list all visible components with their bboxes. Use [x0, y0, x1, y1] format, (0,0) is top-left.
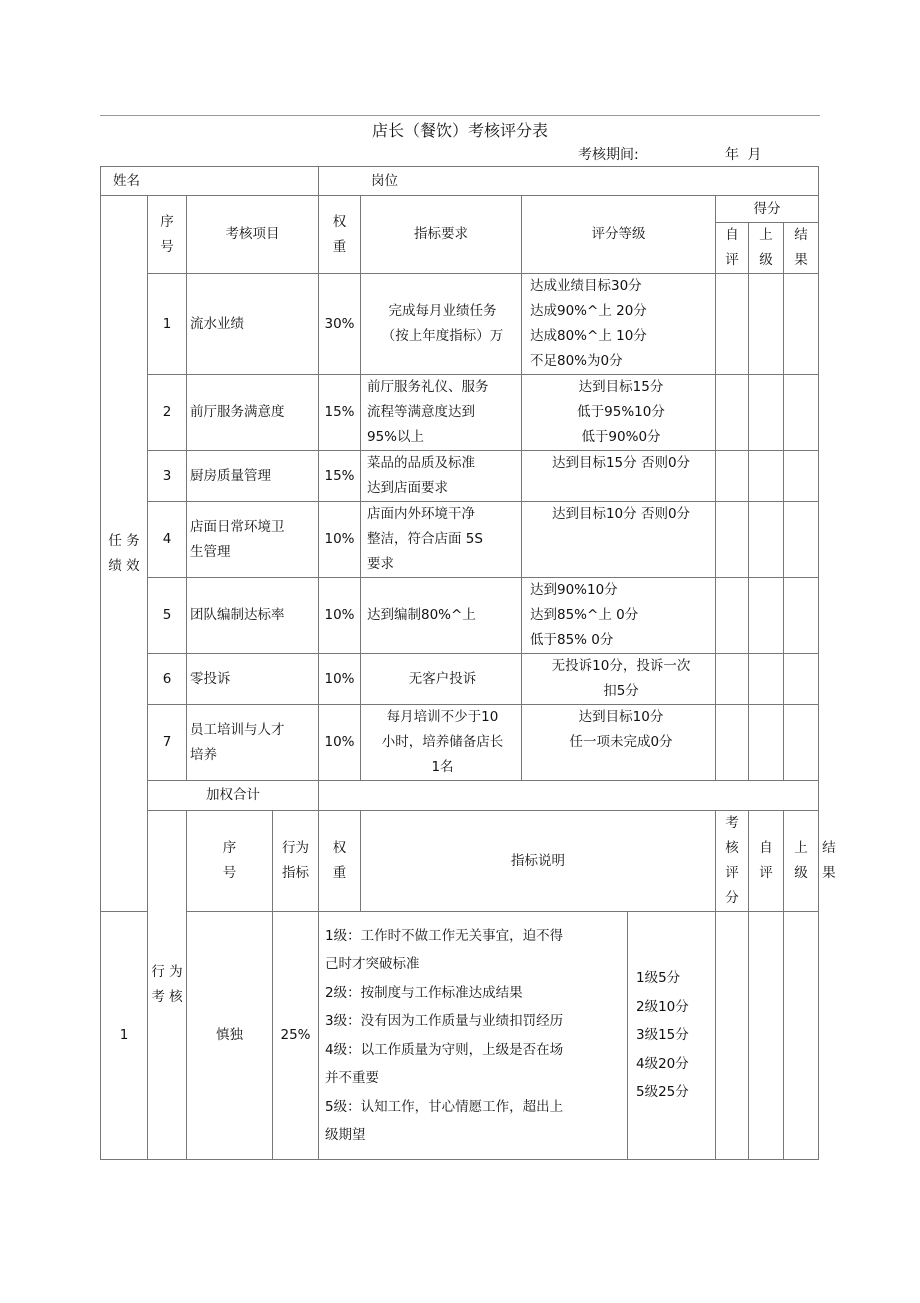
text-line: 4级20分 — [636, 1055, 689, 1072]
text-line: 果 — [794, 252, 808, 268]
text-line: 权 — [332, 840, 347, 856]
row-item — [187, 274, 319, 375]
header-result — [784, 223, 819, 274]
text-line: 重 — [332, 238, 347, 255]
text-line: 达成80%^上 10分 — [530, 328, 647, 344]
self-score-cell[interactable] — [716, 274, 749, 375]
year-month: 年 月 — [725, 147, 762, 163]
text-line: 考 核 — [151, 989, 183, 1005]
text-line: 培养 — [190, 746, 217, 763]
table-row — [101, 654, 819, 705]
text-line: 序 — [160, 213, 174, 230]
self-score-cell[interactable] — [716, 705, 749, 781]
top-rule — [100, 115, 820, 116]
row-description — [319, 912, 628, 1160]
superior-score-cell[interactable] — [749, 375, 784, 451]
header-no — [148, 196, 187, 274]
row-weight: 15% — [319, 375, 361, 451]
text-line: 上 — [794, 840, 808, 856]
behavior-header-description: 指标说明 — [361, 811, 716, 912]
result-cell[interactable] — [784, 912, 819, 1160]
text-line: 达到目标10分 否则0分 — [551, 506, 691, 522]
header-weight — [319, 196, 361, 274]
self-score-cell[interactable] — [716, 502, 749, 578]
row-grade — [522, 654, 716, 705]
row-no: 5 — [148, 578, 187, 654]
text-line: 达到目标15分 否则0分 — [551, 455, 691, 471]
row-requirement — [361, 705, 522, 781]
text-line: 权 — [332, 213, 347, 230]
text-line: 扣5分 — [603, 683, 639, 699]
table-row — [101, 912, 819, 1160]
result-cell[interactable] — [784, 451, 819, 502]
result-cell[interactable] — [784, 274, 819, 375]
row-no: 1 — [101, 912, 148, 1160]
text-line: 前厅服务礼仪、服务 — [367, 379, 489, 395]
row-weight: 10% — [319, 578, 361, 654]
header-self — [716, 223, 749, 274]
behavior-header-grade: 考核评分 — [716, 811, 749, 912]
row-no: 6 — [148, 654, 187, 705]
row-item — [187, 375, 319, 451]
text-line: （按上年度指标）万 — [381, 328, 504, 344]
result-cell[interactable] — [784, 654, 819, 705]
text-line: 团队编制达标率 — [190, 607, 285, 623]
row-behavior: 慎独 — [187, 912, 273, 1160]
text-line: 流水业绩 — [190, 315, 244, 332]
text-line: 5级25分 — [636, 1084, 689, 1101]
row-grade — [522, 451, 716, 502]
behavior-header-weight — [319, 811, 361, 912]
superior-score-cell[interactable] — [749, 578, 784, 654]
text-line: 并不重要 — [325, 1070, 379, 1086]
row-no: 2 — [148, 375, 187, 451]
result-cell[interactable] — [784, 705, 819, 781]
row-grade — [522, 375, 716, 451]
table-row — [101, 451, 819, 502]
superior-score-cell[interactable] — [749, 502, 784, 578]
text-line: 每月培训不少于10 — [386, 709, 499, 725]
text-line: 2级：按制度与工作标准达成结果 — [325, 984, 523, 1001]
text-line: 绩 效 — [108, 557, 140, 574]
text-line: 上 — [759, 227, 773, 243]
page-title: 店长（餐饮）考核评分表 — [371, 121, 548, 140]
text-line: 整洁，符合店面 5S — [367, 531, 483, 547]
text-line: 生管理 — [190, 543, 231, 560]
text-line: 级 — [759, 252, 773, 268]
row-item — [187, 451, 319, 502]
row-weight: 10% — [319, 654, 361, 705]
row-requirement — [361, 274, 522, 375]
row-item — [187, 654, 319, 705]
text-line: 达到目标15分 — [578, 379, 664, 395]
behavior-header-item: 行为指标 — [273, 811, 319, 912]
header-superior — [749, 223, 784, 274]
text-line: 5级：认知工作，甘心情愿工作，超出上 — [325, 1098, 564, 1115]
row-requirement — [361, 654, 522, 705]
text-line: 自 — [759, 840, 773, 856]
text-line: 达到编制80%^上 — [367, 607, 476, 623]
row-requirement — [361, 375, 522, 451]
text-line: 己时才突破标准 — [325, 956, 420, 972]
text-line: 低于95%10分 — [577, 404, 665, 420]
weighted-total-value[interactable] — [319, 781, 819, 811]
row-weight: 30% — [319, 274, 361, 375]
text-line: 1级：工作时不做工作无关事宜，迫不得 — [325, 927, 564, 944]
header-item: 考核项目 — [187, 196, 319, 274]
row-weight: 15% — [319, 451, 361, 502]
text-line: 结 — [794, 227, 808, 243]
behavior-header-self — [749, 811, 784, 912]
table-row — [101, 375, 819, 451]
text-line: 级期望 — [325, 1127, 366, 1143]
text-line: 达到目标10分 — [578, 709, 664, 725]
text-line: 前厅服务满意度 — [190, 404, 285, 420]
text-line: 4级：以工作质量为守则，上级是否在场 — [325, 1041, 564, 1058]
text-line: 店面日常环境卫 — [190, 518, 285, 535]
text-line: 厨房质量管理 — [190, 467, 271, 484]
text-line: 评 — [725, 252, 739, 268]
text-line: 流程等满意度达到 — [367, 404, 475, 420]
text-line: 2级10分 — [636, 998, 689, 1015]
text-line: 评 — [759, 865, 773, 881]
evaluation-table: 姓名 岗位 任 务 绩 效 序 号 考核项目 权 重 指标要求 评分等级 得分 自 评 上 级 结 果 1 流水业绩 30% 完成每月业绩任务 （按上年度指标）万 达成业绩目标30分 达成90%^上 20分 达成80%^上 10分 不足80%为0分 2 前厅服务满意度 15% 前厅服务礼仪、服务 流程等满意度达到 95%以上 达到目标15分 低于95%10分 低于90%0分 3 厨房质量管理 15% 菜品的品质及标准 达到店面要求 达到目标15分 否则0分 4 店面日常环境卫 生管理 10% 店面内外环境干净 整洁，符合店面 5S 要求 达到目标10分 否则0分 5 团队编制达标率 10% 达到编制80%^上 达到90%10分 达到85%^上 0分 低于85% 0分 6 零投诉 10% 无客户投诉 无投诉10分，投诉一次 扣5分 7 员工培训与人才 培养 10% 每月培训不少于10 小时，培养储备店长 1名 达到目标10分 任一项未完成0分 加权合计 行 为 考 核 序 号 行为指标 权 重 指标说明 考核评分 自 评 上 级 结 果 1 慎独 25% 1级：工作时不做工作无关事宜，迫不得 己时才突破标准 2级：按制度与工作标准达成结果 3级：没有因为工作质量与业绩扣罚经历 4级：以工作质量为守则，上级是否在场 并不重要 5级：认知工作，甘心情愿工作，超出上 级期望 1级5分 2级10分 3级15分 4级20分 5级25分 — [100, 166, 819, 1160]
behavior-header-no — [187, 811, 273, 912]
text-line: 号 — [160, 238, 174, 255]
text-line: 达成业绩目标30分 — [530, 278, 642, 294]
behavior-header-superior — [784, 811, 819, 912]
text-line: 不足80%为0分 — [530, 353, 623, 369]
self-score-cell[interactable] — [716, 578, 749, 654]
table-row — [101, 274, 819, 375]
text-line: 级 — [794, 865, 808, 881]
position-cell[interactable] — [319, 167, 819, 196]
text-line: 无投诉10分，投诉一次 — [551, 658, 691, 674]
row-requirement — [361, 578, 522, 654]
text-line: 低于85% 0分 — [530, 632, 614, 648]
task-section-label — [101, 196, 148, 912]
row-requirement — [361, 451, 522, 502]
behavior-section-label — [148, 811, 187, 1160]
result-cell[interactable] — [784, 502, 819, 578]
text-line: 达成90%^上 20分 — [530, 303, 647, 319]
row-no: 7 — [148, 705, 187, 781]
superior-score-cell[interactable] — [749, 274, 784, 375]
text-line: 低于90%0分 — [581, 429, 661, 445]
text-line: 1级5分 — [636, 970, 681, 987]
text-line: 重 — [332, 865, 347, 881]
self-score-cell[interactable] — [716, 451, 749, 502]
text-line: 小时，培养储备店长 — [381, 734, 504, 750]
row-weight: 25% — [273, 912, 319, 1160]
text-line: 号 — [222, 865, 237, 881]
row-no: 1 — [148, 274, 187, 375]
result-cell[interactable] — [784, 375, 819, 451]
text-line: 任一项未完成0分 — [569, 734, 673, 750]
row-no: 4 — [148, 502, 187, 578]
table-row — [101, 578, 819, 654]
row-grade — [522, 502, 716, 578]
row-item — [187, 578, 319, 654]
text-line: 任 务 — [108, 532, 140, 549]
weighted-total-label: 加权合计 — [148, 781, 319, 811]
header-grade: 评分等级 — [522, 196, 716, 274]
text-line: 完成每月业绩任务 — [388, 303, 497, 319]
text-line: 达到90%10分 — [530, 582, 618, 598]
row-requirement — [361, 502, 522, 578]
text-line: 3级15分 — [636, 1027, 689, 1044]
text-line: 要求 — [367, 556, 394, 572]
row-weight: 10% — [319, 502, 361, 578]
row-item — [187, 705, 319, 781]
row-grade — [522, 578, 716, 654]
position-label: 岗位 — [371, 172, 398, 189]
result-cell[interactable] — [784, 578, 819, 654]
row-grade — [522, 705, 716, 781]
text-line: 行 为 — [151, 964, 183, 980]
text-line: 达到店面要求 — [367, 480, 448, 496]
text-line: 零投诉 — [190, 670, 231, 687]
text-line: 店面内外环境干净 — [367, 506, 475, 522]
name-cell[interactable] — [101, 167, 319, 196]
self-score-cell[interactable] — [716, 654, 749, 705]
text-line: 员工培训与人才 — [190, 721, 285, 738]
table-row — [101, 502, 819, 578]
text-line: 95%以上 — [367, 429, 425, 445]
text-line: 达到85%^上 0分 — [530, 607, 639, 623]
row-weight: 10% — [319, 705, 361, 781]
text-line: 菜品的品质及标准 — [367, 455, 475, 471]
text-line: 自 — [725, 227, 739, 243]
header-requirement: 指标要求 — [361, 196, 522, 274]
row-grade — [628, 912, 716, 1160]
table-row — [101, 705, 819, 781]
text-line: 3级：没有因为工作质量与业绩扣罚经历 — [325, 1013, 564, 1029]
row-item — [187, 502, 319, 578]
superior-score-cell[interactable] — [749, 705, 784, 781]
superior-score-cell[interactable] — [749, 912, 784, 1160]
self-score-cell[interactable] — [716, 912, 749, 1160]
text-line: 1名 — [431, 759, 454, 775]
row-no: 3 — [148, 451, 187, 502]
row-grade — [522, 274, 716, 375]
header-score: 得分 — [716, 196, 819, 223]
text-line: 序 — [222, 840, 237, 856]
self-score-cell[interactable] — [716, 375, 749, 451]
superior-score-cell[interactable] — [749, 451, 784, 502]
period-label: 考核期间: — [578, 147, 639, 163]
text-line: 无客户投诉 — [408, 670, 477, 687]
superior-score-cell[interactable] — [749, 654, 784, 705]
name-label: 姓名 — [113, 172, 140, 189]
